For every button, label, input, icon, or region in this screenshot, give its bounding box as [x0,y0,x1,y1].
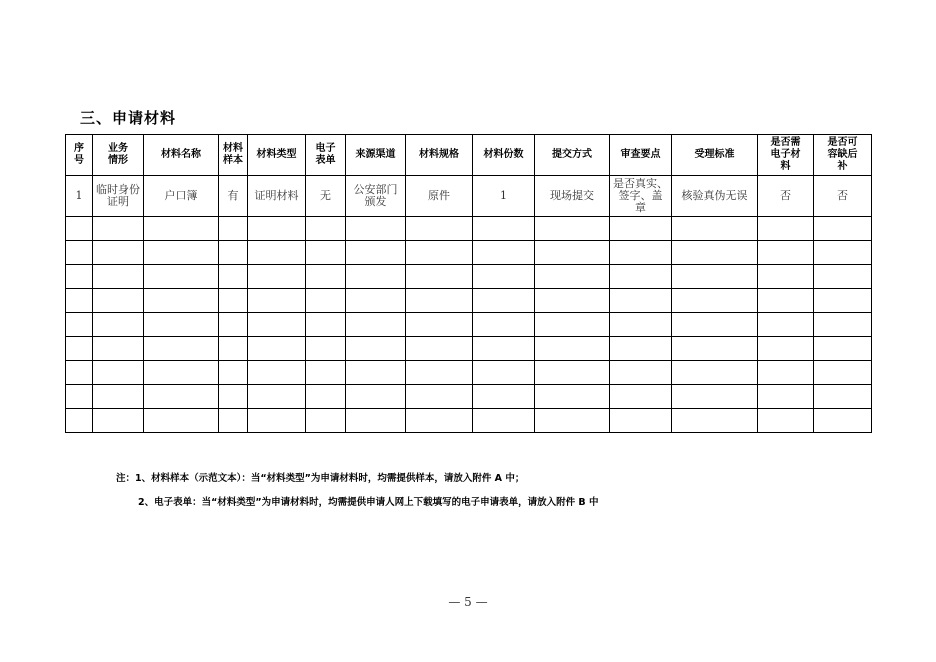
column-header: 业务 情形 [93,135,144,176]
empty-cell [306,265,346,289]
empty-cell [66,385,93,409]
table-cell: 否 [758,176,814,217]
table-cell: 有 [219,176,248,217]
empty-table-row [66,265,872,289]
empty-cell [248,361,306,385]
table-cell: 户口簿 [144,176,219,217]
empty-cell [248,337,306,361]
empty-cell [610,289,672,313]
column-header: 材料份数 [473,135,535,176]
empty-cell [672,337,758,361]
empty-cell [814,361,872,385]
empty-cell [248,409,306,433]
empty-cell [672,265,758,289]
empty-cell [66,409,93,433]
empty-cell [535,313,610,337]
empty-cell [758,409,814,433]
empty-cell [406,217,473,241]
empty-cell [306,241,346,265]
empty-cell [144,385,219,409]
empty-cell [219,409,248,433]
empty-cell [248,385,306,409]
empty-cell [758,289,814,313]
column-header: 是否需 电子材 料 [758,135,814,176]
column-header: 审查要点 [610,135,672,176]
empty-cell [758,337,814,361]
empty-cell [473,313,535,337]
empty-table-row [66,337,872,361]
empty-cell [66,337,93,361]
empty-cell [672,289,758,313]
empty-cell [672,313,758,337]
empty-cell [93,265,144,289]
empty-cell [346,313,406,337]
column-header: 材料规格 [406,135,473,176]
empty-cell [346,217,406,241]
empty-cell [306,361,346,385]
empty-cell [346,241,406,265]
empty-cell [219,361,248,385]
empty-table-row [66,361,872,385]
empty-cell [248,241,306,265]
column-header: 受理标准 [672,135,758,176]
empty-cell [535,385,610,409]
column-header: 材料名称 [144,135,219,176]
empty-cell [66,241,93,265]
empty-cell [306,217,346,241]
empty-cell [144,265,219,289]
empty-cell [535,361,610,385]
empty-cell [758,385,814,409]
empty-cell [93,217,144,241]
empty-cell [406,265,473,289]
note-line-1: 注：1、材料样本（示范文本）：当“材料类型”为申请材料时，均需提供样本，请放入附件 A 中； [116,473,525,484]
empty-cell [758,217,814,241]
empty-cell [473,289,535,313]
empty-cell [306,289,346,313]
empty-cell [219,217,248,241]
empty-cell [610,385,672,409]
empty-table-row [66,313,872,337]
empty-cell [66,361,93,385]
empty-cell [248,313,306,337]
empty-cell [610,361,672,385]
empty-cell [346,361,406,385]
empty-cell [93,409,144,433]
empty-cell [535,337,610,361]
table-row [66,176,872,217]
empty-cell [93,241,144,265]
empty-cell [610,241,672,265]
empty-cell [66,217,93,241]
column-header: 材料类型 [248,135,306,176]
table-cell: 否 [814,176,872,217]
empty-cell [610,313,672,337]
column-header: 电子 表单 [306,135,346,176]
empty-cell [406,409,473,433]
empty-cell [473,217,535,241]
empty-cell [672,217,758,241]
empty-cell [66,265,93,289]
empty-cell [758,265,814,289]
empty-cell [814,217,872,241]
table-cell: 是否真实、 签字、盖 章 [610,176,672,217]
empty-cell [473,409,535,433]
empty-cell [306,313,346,337]
empty-cell [144,241,219,265]
section-title: 三、申请材料 [80,109,177,127]
table-header-row [66,135,872,176]
empty-cell [473,265,535,289]
empty-cell [535,241,610,265]
empty-cell [93,385,144,409]
empty-cell [814,265,872,289]
empty-cell [406,289,473,313]
column-header: 提交方式 [535,135,610,176]
empty-cell [219,313,248,337]
empty-cell [814,337,872,361]
empty-cell [93,313,144,337]
empty-cell [93,337,144,361]
empty-cell [672,361,758,385]
empty-cell [758,313,814,337]
empty-cell [610,217,672,241]
notes [116,472,598,510]
empty-table-row [66,409,872,433]
empty-table-row [66,385,872,409]
empty-cell [346,385,406,409]
empty-cell [406,337,473,361]
empty-table-row [66,289,872,313]
empty-cell [672,241,758,265]
empty-cell [758,361,814,385]
page-number: — 5 — [448,595,488,609]
empty-cell [93,289,144,313]
empty-cell [219,337,248,361]
empty-cell [672,409,758,433]
empty-cell [219,289,248,313]
table-cell: 临时身份 证明 [93,176,144,217]
materials-table [65,134,872,433]
table-cell: 证明材料 [248,176,306,217]
empty-cell [406,313,473,337]
empty-table-row [66,241,872,265]
empty-cell [144,217,219,241]
empty-cell [406,385,473,409]
empty-cell [346,337,406,361]
empty-cell [535,289,610,313]
column-header: 是否可 容缺后 补 [814,135,872,176]
empty-cell [346,289,406,313]
empty-cell [535,409,610,433]
table-cell: 现场提交 [535,176,610,217]
empty-cell [672,385,758,409]
empty-cell [473,361,535,385]
empty-cell [306,385,346,409]
empty-cell [473,241,535,265]
note-line-2: 2、电子表单：当“材料类型”为申请材料时，均需提供申请人网上下载填写的电子申请表单，请放入附件 B 中 [138,497,599,508]
table-cell: 1 [473,176,535,217]
empty-cell [306,337,346,361]
table-cell: 1 [66,176,93,217]
empty-cell [248,217,306,241]
empty-table-row [66,217,872,241]
empty-cell [346,409,406,433]
column-header: 来源渠道 [346,135,406,176]
empty-cell [758,241,814,265]
empty-cell [144,409,219,433]
empty-cell [535,265,610,289]
empty-cell [814,409,872,433]
empty-cell [219,385,248,409]
empty-cell [610,265,672,289]
empty-cell [66,313,93,337]
empty-cell [93,361,144,385]
empty-cell [66,289,93,313]
empty-cell [219,265,248,289]
empty-cell [535,217,610,241]
empty-cell [248,265,306,289]
empty-cell [406,361,473,385]
column-header: 材料 样本 [219,135,248,176]
empty-cell [473,337,535,361]
empty-cell [814,289,872,313]
empty-cell [814,385,872,409]
empty-cell [144,361,219,385]
empty-cell [219,241,248,265]
empty-cell [406,241,473,265]
table-cell: 核验真伪无误 [672,176,758,217]
empty-cell [610,409,672,433]
empty-cell [306,409,346,433]
table-cell: 公安部门 颁发 [346,176,406,217]
table-cell: 原件 [406,176,473,217]
empty-cell [610,337,672,361]
empty-cell [144,337,219,361]
table-cell: 无 [306,176,346,217]
empty-cell [473,385,535,409]
empty-cell [248,289,306,313]
empty-cell [346,265,406,289]
empty-cell [144,289,219,313]
empty-cell [144,313,219,337]
empty-cell [814,241,872,265]
column-header: 序 号 [66,135,93,176]
empty-cell [814,313,872,337]
